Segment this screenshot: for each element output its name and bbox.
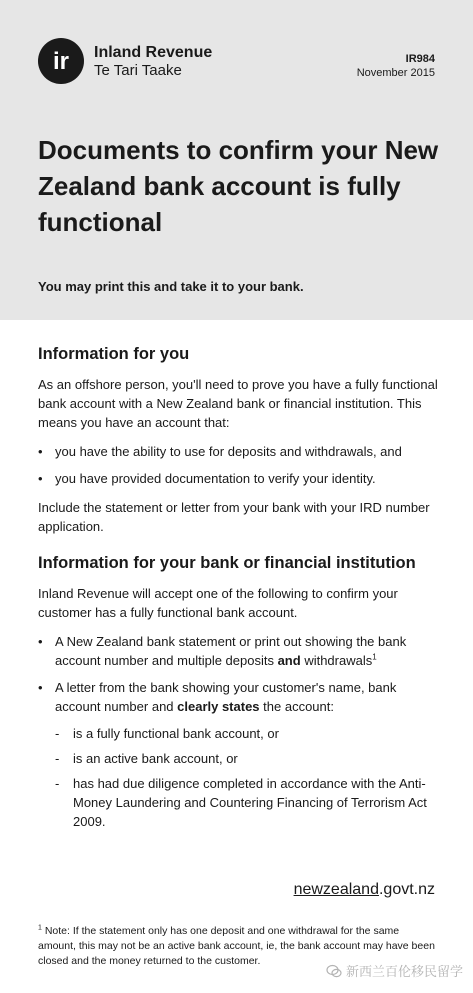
footnote: $^1$ Note: If the statement only has one deposit and one withdrawal for the same amount, this may not be an active bank account, ie, the bank account may have been closed and the money returned to the customer. xyxy=(38,924,435,967)
section1-intro: As an offshore person, you'll need to prove you have a fully functional bank account with a New Zealand bank or financial institution. This means you have an account that: xyxy=(38,377,438,430)
letter-condition-list xyxy=(55,724,438,831)
document-subtitle: You may print this and take it to your bank. xyxy=(38,279,304,294)
section-heading-info-for-bank: Information for your bank or financial institution xyxy=(38,554,416,572)
section2-intro: Inland Revenue will accept one of the following to confirm your customer has a fully functional bank account. xyxy=(38,586,398,620)
list-item: • you have the ability to use for deposits and withdrawals, and xyxy=(38,442,438,461)
document-body xyxy=(38,343,438,841)
newzealand-govt-logo: newzealand.govt.nz xyxy=(293,881,435,898)
inland-revenue-logo xyxy=(38,38,84,84)
logo-letters: ir xyxy=(52,48,70,75)
brand-name: Inland Revenue xyxy=(94,44,213,61)
list-item: - is a fully functional bank account, or xyxy=(55,724,438,743)
list-item-bank-statement: • A New Zealand bank statement or print out showing the bank account number and multiple deposits and withdrawals$^1$ xyxy=(38,632,438,670)
form-code: IR984 xyxy=(405,53,435,65)
section1-bullet-list xyxy=(38,442,438,488)
brand-maori-name: Te Tari Taake xyxy=(94,62,182,79)
document-title: Documents to confirm your New Zealand bank account is fully functional xyxy=(38,135,439,237)
list-item: - is an active bank account, or xyxy=(55,749,438,768)
list-item-bank-letter: • A letter from the bank showing your customer's name, bank account number and clearly states the account: - is a fully functional bank account, or - is an active bank account, or - has had due diligence completed in accordance with the Anti-Money Laundering and Countering Financing of Terrorism Act 2009. xyxy=(38,678,438,831)
list-item: - has had due diligence completed in accordance with the Anti-Money Laundering and Countering Financing of Terrorism Act 2009. xyxy=(55,774,438,831)
section-heading-info-for-you: Information for you xyxy=(38,345,190,363)
section2-bullet-list xyxy=(38,632,438,831)
document-header xyxy=(0,0,473,320)
wechat-icon xyxy=(326,963,342,979)
watermark xyxy=(326,961,463,980)
form-meta xyxy=(357,52,435,80)
footnote-marker: 1 xyxy=(372,652,377,662)
section1-closing: Include the statement or letter from your bank with your IRD number application. xyxy=(38,500,430,534)
watermark-text: 新西兰百伦移民留学 xyxy=(345,964,463,979)
list-item: • you have provided documentation to verify your identity. xyxy=(38,469,438,488)
brand-block xyxy=(94,44,212,80)
form-date: November 2015 xyxy=(356,67,435,79)
